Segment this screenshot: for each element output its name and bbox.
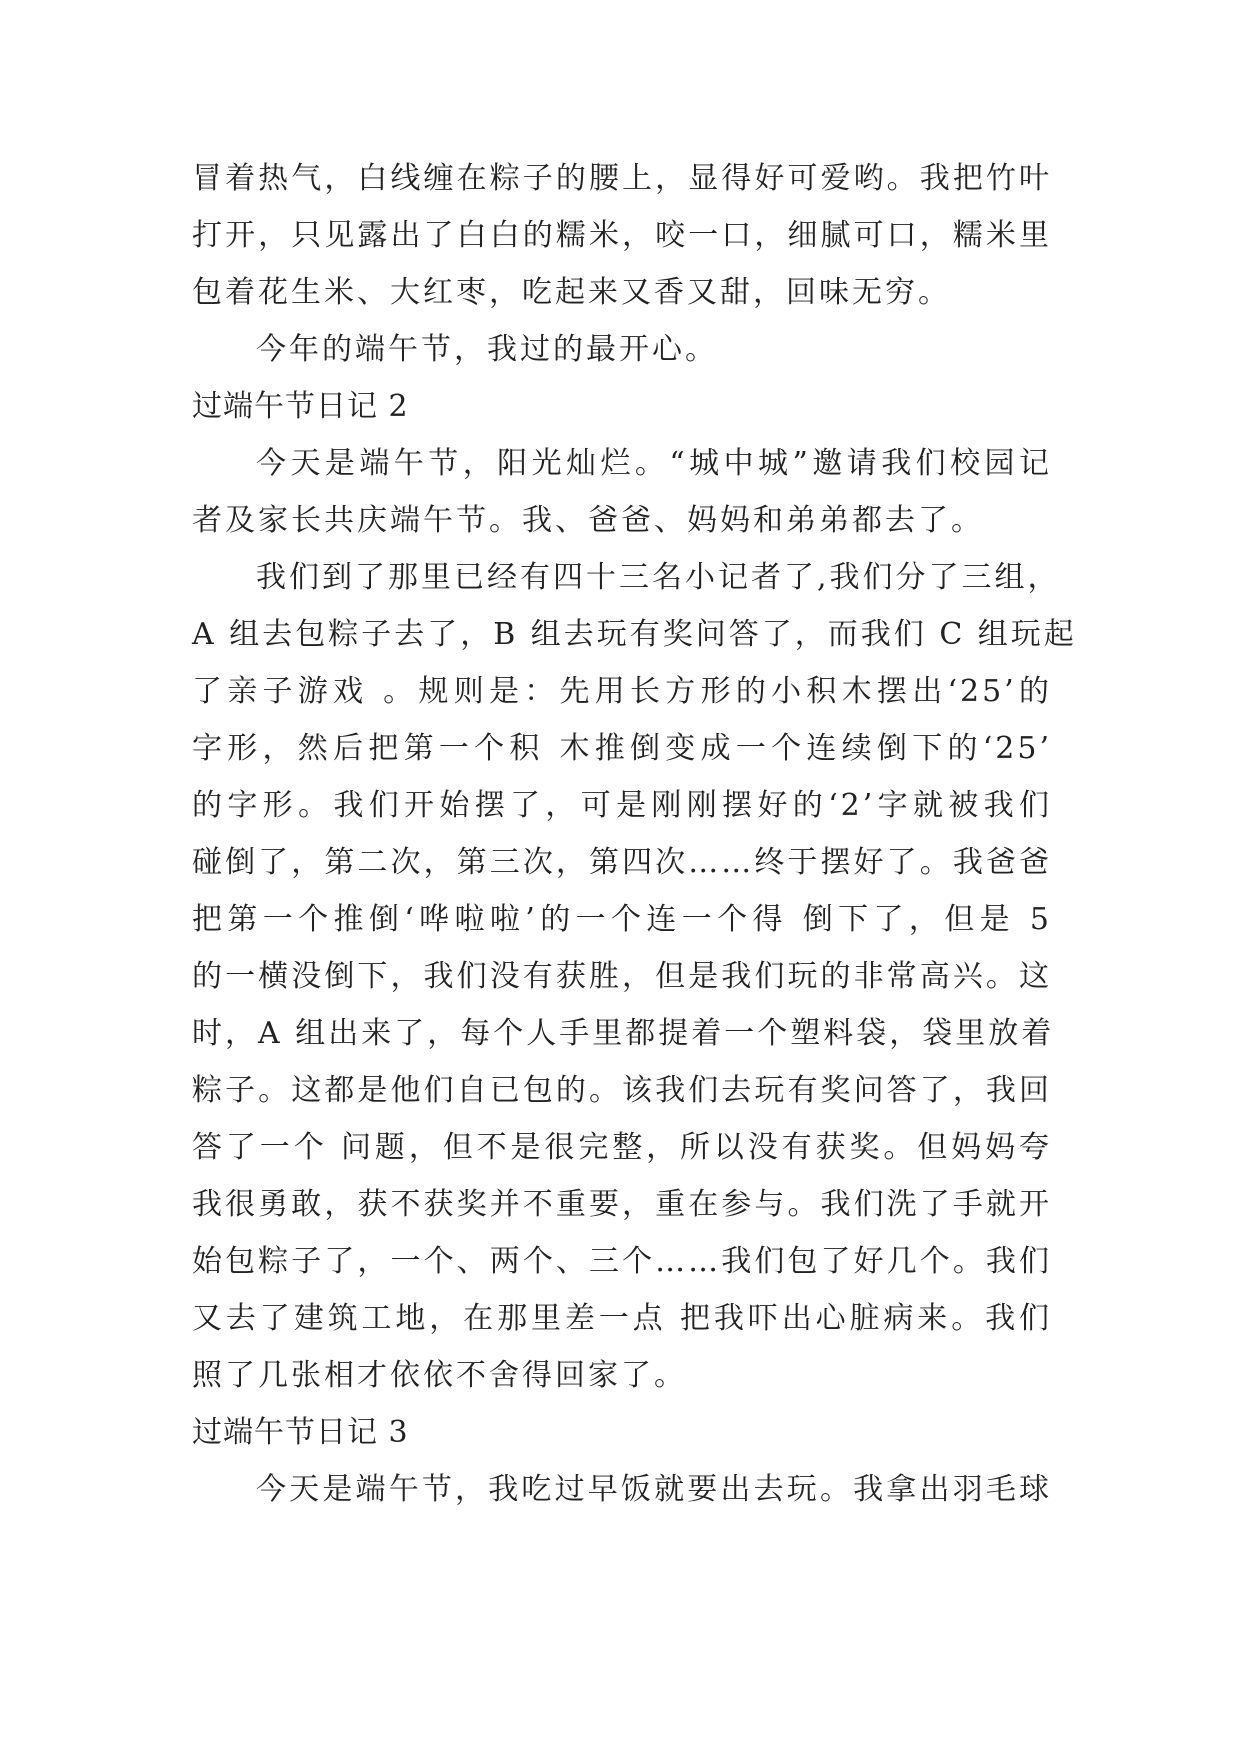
text-line: 的一横没倒下，我们没有获胜，但是我们玩的非常高兴。这 <box>192 959 1052 994</box>
text-line: 冒着热气，白线缠在粽子的腰上，显得好可爱哟。我把竹叶 <box>192 161 1052 196</box>
text-line: 了亲子游戏 。规则是：先用长方形的小积木摆出‘25’的 <box>192 674 1052 709</box>
text-line: 我们到了那里已经有四十三名小记者了,我们分了三组， <box>256 560 1061 595</box>
text-line: A 组去包粽子去了，B 组去玩有奖问答了，而我们 C 组玩起 <box>192 617 1077 652</box>
text-line: 字形，然后把第一个积 木推倒变成一个连续倒下的‘25’ <box>192 731 1052 766</box>
text-line: 今天是端午节，阳光灿烂。“城中城”邀请我们校园记 <box>256 446 1052 481</box>
text-line: 碰倒了，第二次，第三次，第四次……终于摆好了。我爸爸 <box>192 845 1052 880</box>
text-line: 答了一个 问题，但不是很完整，所以没有获奖。但妈妈夸 <box>192 1130 1052 1165</box>
text-line: 把第一个推倒‘哗啦啦’的一个连一个得 倒下了，但是 5 <box>192 902 1052 937</box>
text-line: 者及家长共庆端午节。我、爸爸、妈妈和弟弟都去了。 <box>192 503 984 538</box>
text-line: 又去了建筑工地，在那里差一点 把我吓出心脏病来。我们 <box>192 1301 1052 1336</box>
text-line: 包着花生米、大红枣，吃起来又香又甜，回味无穷。 <box>192 275 951 310</box>
document-body <box>192 150 1077 1518</box>
text-line: 照了几张相才依依不舍得回家了。 <box>192 1358 687 1393</box>
section-heading: 过端午节日记 3 <box>192 1415 409 1450</box>
text-line: 我很勇敢，获不获奖并不重要，重在参与。我们洗了手就开 <box>192 1187 1052 1222</box>
text-line: 时，A 组出来了，每个人手里都提着一个塑料袋，袋里放着 <box>192 1016 1055 1051</box>
text-line: 今年的端午节，我过的最开心。 <box>256 332 718 367</box>
text-line: 今天是端午节，我吃过早饭就要出去玩。我拿出羽毛球 <box>256 1472 1052 1507</box>
section-heading: 过端午节日记 2 <box>192 389 409 424</box>
text-line: 粽子。这都是他们自已包的。该我们去玩有奖问答了，我回 <box>192 1073 1052 1108</box>
text-line: 的字形。我们开始摆了，可是刚刚摆好的‘2’字就被我们 <box>192 788 1052 823</box>
text-line: 始包粽子了，一个、两个、三个……我们包了好几个。我们 <box>192 1244 1052 1279</box>
text-line: 打开，只见露出了白白的糯米，咬一口，细腻可口，糯米里 <box>192 218 1052 253</box>
